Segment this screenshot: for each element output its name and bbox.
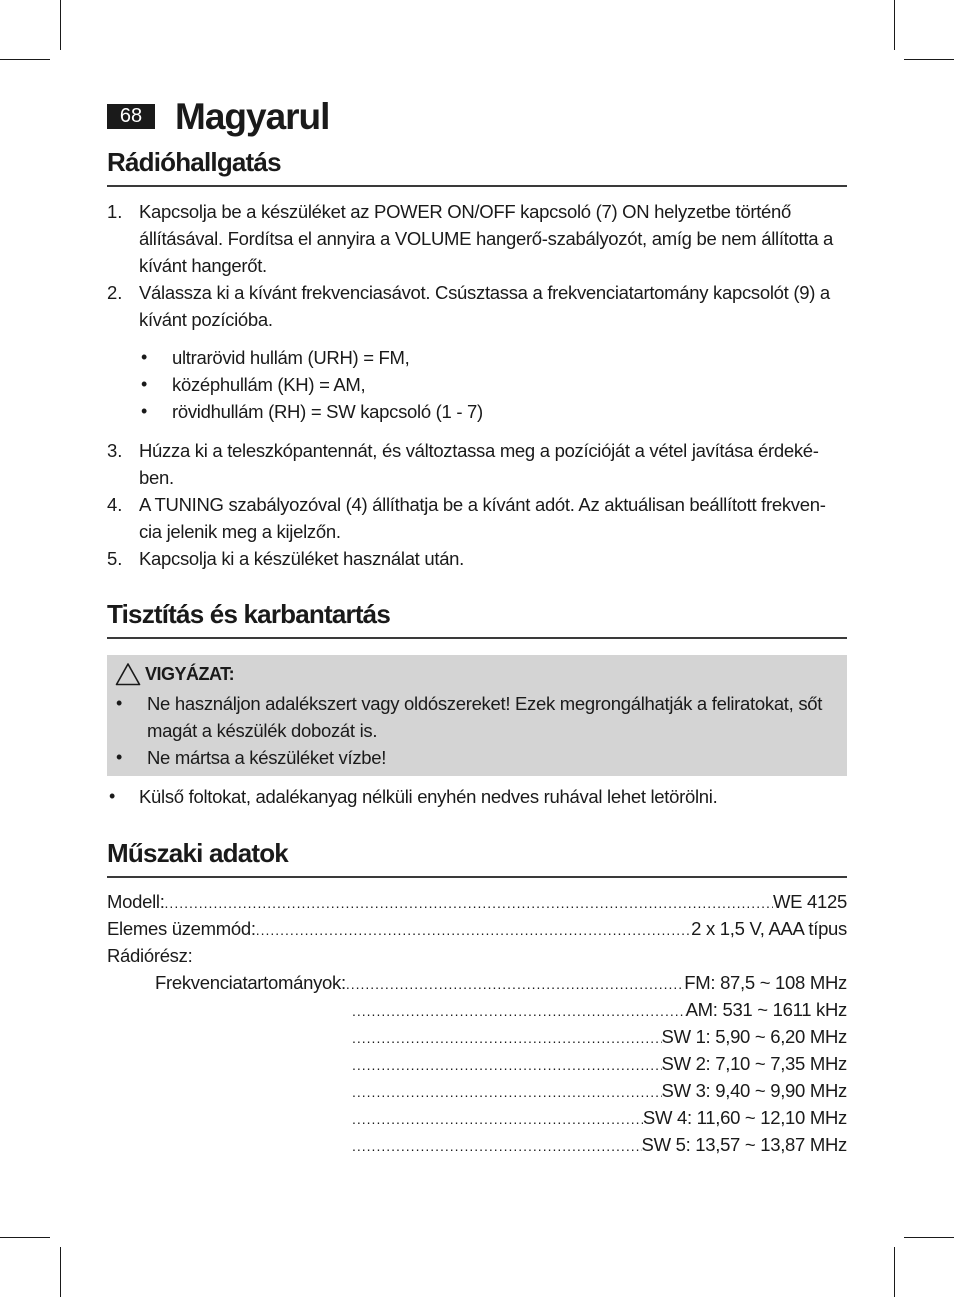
step-text-line: Kapcsolja ki a készüléket használat után. — [139, 548, 465, 569]
spec-value: 2 x 1,5 V, AAA típus — [691, 918, 847, 939]
warning-item-line: Ne mártsa a készüléket vízbe! — [147, 747, 387, 768]
spec-row-model — [107, 888, 847, 915]
crop-mark — [60, 0, 61, 50]
warning-item-line: Ne használjon adalékszert vagy oldószereket! Ezek megrongálhatják a feliratokat, sőt — [147, 693, 823, 714]
spec-value: SW 3: 9,40 ~ 9,90 MHz — [661, 1080, 847, 1101]
leader-dots — [352, 1077, 662, 1104]
section-heading-cleaning: Tisztítás és karbantartás — [107, 597, 847, 639]
spec-row-battery — [107, 915, 847, 942]
bullet-icon: • — [116, 747, 123, 767]
step-text-line: Húzza ki a teleszkópantennát, és változtassa meg a pozícióját a vétel javítása érdeké- — [139, 440, 819, 461]
band-item: ultrarövid hullám (URH) = FM, — [172, 347, 410, 368]
crop-mark — [0, 1237, 50, 1238]
step-text-line: kívánt pozícióba. — [139, 309, 273, 330]
spec-row-freq — [352, 996, 847, 1023]
cleaning-note: Külső foltokat, adalékanyag nélküli enyhén nedves ruhával lehet letörölni. — [139, 786, 718, 807]
page-title: Magyarul — [175, 96, 330, 137]
spec-row-freq — [352, 1104, 847, 1131]
leader-dots — [352, 1050, 662, 1077]
section-heading-specs: Műszaki adatok — [107, 836, 847, 878]
crop-mark — [0, 59, 50, 60]
spec-label: Elemes üzemmód: — [107, 918, 256, 939]
section-heading-radio: Rádióhallgatás — [107, 145, 847, 187]
band-item: középhullám (KH) = AM, — [172, 374, 366, 395]
warning-box — [107, 655, 847, 776]
warning-triangle-icon — [115, 662, 141, 686]
step-text-line: A TUNING szabályozóval (4) állíthatja be a kívánt adót. Az aktuálisan beállított frekven- — [139, 494, 826, 515]
step-text-line: kívánt hangerőt. — [139, 255, 267, 276]
warning-item-line: magát a készülék dobozát is. — [147, 720, 378, 741]
step-text-line: ben. — [139, 467, 174, 488]
crop-mark — [894, 1247, 895, 1297]
step-number: 4. — [107, 494, 123, 515]
step-text-line: cia jelenik meg a kijelzőn. — [139, 521, 341, 542]
step-text-line: Kapcsolja be a készüléket az POWER ON/OFF kapcsoló (7) ON helyzetbe történő — [139, 201, 792, 222]
crop-mark — [904, 59, 954, 60]
spec-row-freq — [352, 1023, 847, 1050]
spec-label-radio-part: Rádiórész: — [107, 945, 193, 966]
crop-mark — [894, 0, 895, 50]
leader-dots — [256, 915, 691, 942]
spec-label: Frekvenciatartományok: — [155, 972, 346, 993]
leader-dots — [352, 1023, 662, 1050]
page-number: 68 — [107, 104, 155, 129]
spec-row-freq — [352, 1131, 847, 1158]
spec-value: SW 1: 5,90 ~ 6,20 MHz — [661, 1026, 847, 1047]
warning-title: VIGYÁZAT: — [145, 664, 235, 684]
spec-row-freq — [352, 1050, 847, 1077]
step-number: 2. — [107, 282, 123, 303]
crop-mark — [60, 1247, 61, 1297]
leader-dots — [165, 888, 773, 915]
spec-label: Modell: — [107, 891, 165, 912]
leader-dots — [352, 996, 686, 1023]
band-item: rövidhullám (RH) = SW kapcsoló (1 - 7) — [172, 401, 483, 422]
spec-value: AM: 531 ~ 1611 kHz — [685, 999, 847, 1020]
spec-value: FM: 87,5 ~ 108 MHz — [684, 972, 847, 993]
bullet-icon: • — [141, 347, 148, 367]
step-text-line: állításával. Fordítsa el annyira a VOLUME hangerő-szabályozót, amíg be nem állította a — [139, 228, 834, 249]
bullet-icon: • — [141, 401, 148, 421]
spec-value: SW 2: 7,10 ~ 7,35 MHz — [661, 1053, 847, 1074]
spec-row-freq — [352, 1077, 847, 1104]
leader-dots — [352, 1131, 642, 1158]
step-number: 3. — [107, 440, 123, 461]
spec-row-freq — [155, 969, 847, 996]
step-text-line: Válassza ki a kívánt frekvenciasávot. Csúsztassa a frekvenciatartomány kapcsolót (9) a — [139, 282, 830, 303]
bullet-icon: • — [109, 786, 116, 806]
step-number: 1. — [107, 201, 123, 222]
spec-value: SW 4: 11,60 ~ 12,10 MHz — [642, 1107, 847, 1128]
leader-dots — [352, 1104, 643, 1131]
step-number: 5. — [107, 548, 123, 569]
leader-dots — [346, 969, 684, 996]
bullet-icon: • — [141, 374, 148, 394]
spec-value: WE 4125 — [773, 891, 847, 912]
bullet-icon: • — [116, 693, 123, 713]
crop-mark — [904, 1237, 954, 1238]
spec-value: SW 5: 13,57 ~ 13,87 MHz — [641, 1134, 847, 1155]
